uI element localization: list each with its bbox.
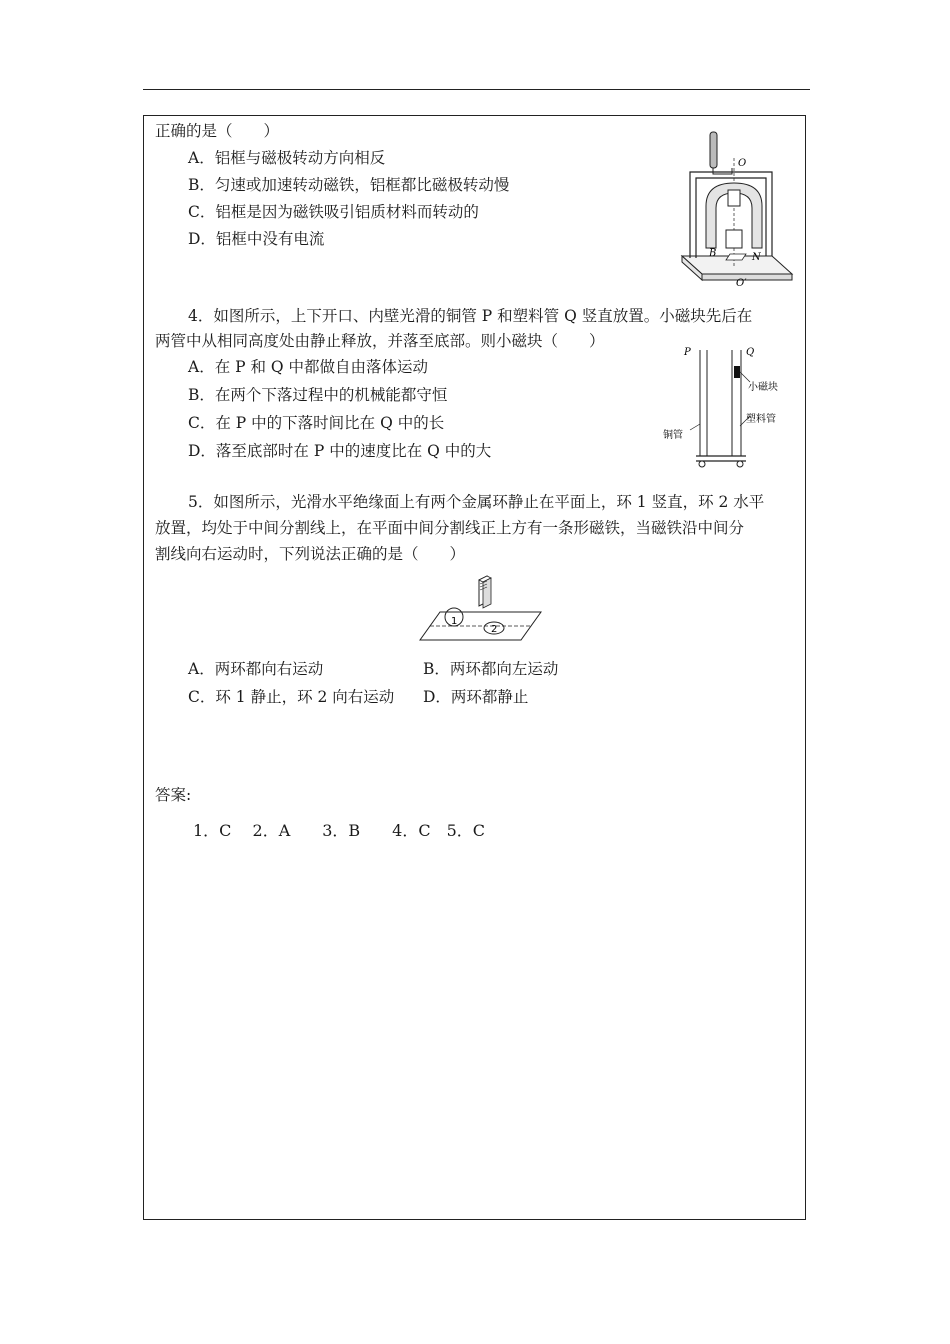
- q5-bar-magnet: [479, 576, 491, 608]
- q5-stem-line1: 5．如图所示，光滑水平绝缘面上有两个金属环静止在平面上，环 1 竖直，环 2 水平: [188, 493, 765, 511]
- answers-title: 答案:: [155, 786, 192, 804]
- q4-option-c: C．在 P 中的下落时间比在 Q 中的长: [188, 414, 445, 432]
- q4-label-magnet: 小磁块: [748, 382, 778, 393]
- q5-stem-line3: 割线向右运动时，下列说法正确的是（ ）: [155, 545, 466, 563]
- q4-label-plastic: 塑料管: [746, 414, 776, 425]
- q3-option-d: D．铝框中没有电流: [188, 230, 325, 248]
- q5-rings-figure: [418, 574, 543, 644]
- q4-small-magnet: [734, 366, 740, 378]
- q3-magnet-frame-figure: [676, 128, 796, 293]
- q3-option-b: B．匀速或加速转动磁铁，铝框都比磁极转动慢: [188, 176, 510, 194]
- q5-ring-1-label: 1: [451, 616, 458, 627]
- q5-option-d: D．两环都静止: [423, 688, 529, 706]
- q5-stem-line2: 放置，均处于中间分割线上，在平面中间分割线正上方有一条形磁铁，当磁铁沿中间分: [155, 519, 745, 537]
- q3-option-c: C．铝框是因为磁铁吸引铝质材料而转动的: [188, 203, 479, 221]
- q5-ring-2-label: 2: [491, 624, 498, 635]
- q4-label-copper: 铜管: [663, 430, 683, 441]
- q5-option-b: B．两环都向左运动: [423, 660, 559, 678]
- q4-option-d: D．落至底部时在 P 中的速度比在 Q 中的大: [188, 442, 492, 460]
- q5-option-a: A．两环都向右运动: [188, 660, 324, 678]
- q4-label-q: Q: [746, 347, 755, 358]
- header-rule: [143, 89, 810, 90]
- q3-label-o-prime: O′: [736, 278, 747, 289]
- q4-stem-line2: 两管中从相同高度处由静止释放，并落至底部。则小磁块（ ）: [155, 332, 605, 350]
- q5-option-c: C．环 1 静止，环 2 向右运动: [188, 688, 395, 706]
- q4-option-a: A．在 P 和 Q 中都做自由落体运动: [188, 358, 429, 376]
- q3-label-n: N: [752, 252, 761, 263]
- q3-option-a: A．铝框与磁极转动方向相反: [188, 149, 386, 167]
- q4-tubes-figure: [660, 344, 795, 472]
- q4-stem-line1: 4．如图所示，上下开口、内壁光滑的铜管 P 和塑料管 Q 竖直放置。小磁块先后在: [188, 307, 753, 325]
- answers-line: 1．C 2．A 3．B 4．C 5．C: [193, 821, 486, 840]
- q4-option-b: B．在两个下落过程中的机械能都守恒: [188, 386, 448, 404]
- q3-label-o: O: [738, 158, 747, 169]
- q4-label-p: P: [684, 347, 691, 358]
- q3-stem-tail: 正确的是（ ）: [155, 122, 280, 140]
- q3-label-b: B: [709, 248, 717, 259]
